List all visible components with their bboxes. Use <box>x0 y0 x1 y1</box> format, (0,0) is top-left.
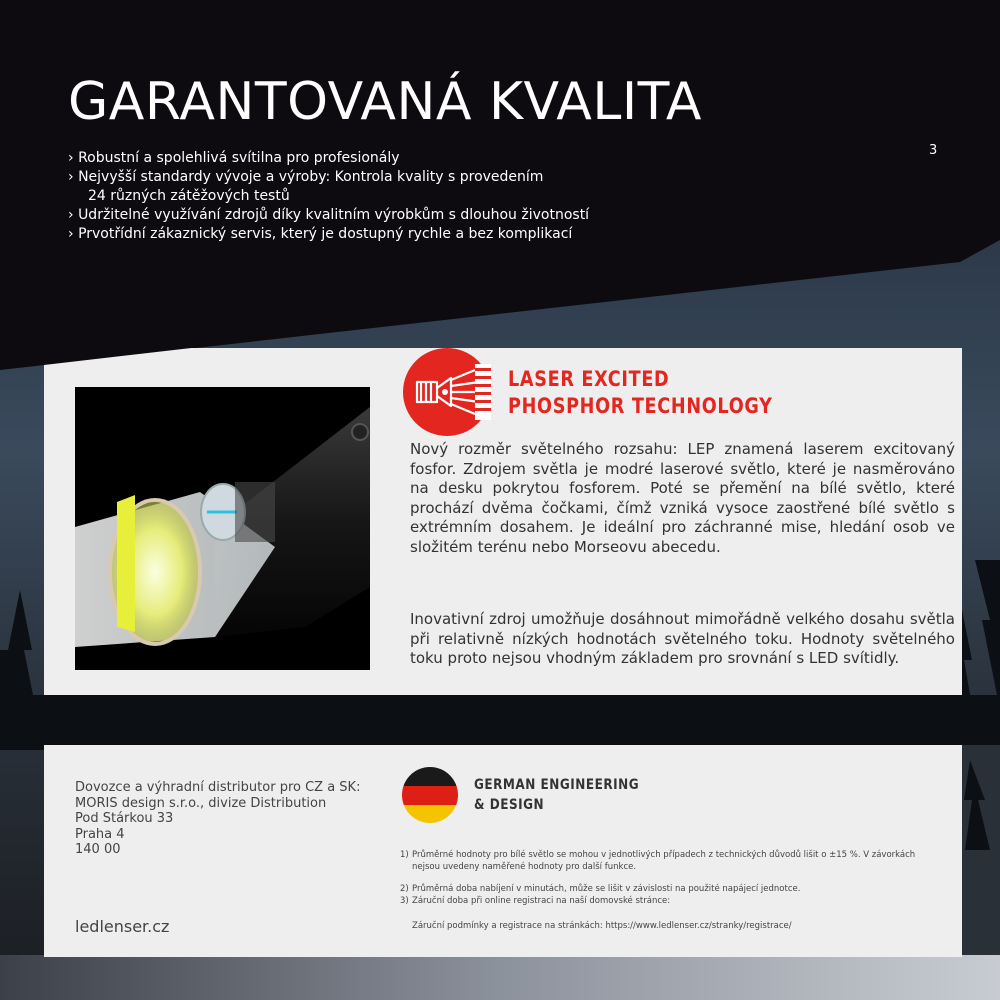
bullet-marker: › <box>68 150 74 166</box>
bullet-item: › Prvotřídní zákaznický servis, který je dostupný rychle a bez komplikací <box>68 226 573 242</box>
page-title: GARANTOVANÁ KVALITA <box>68 72 702 132</box>
lep-description: Nový rozměr světelného rozsahu: LEP znamená laserem excitovaný fosfor. Zdrojem světla je modré laserové světlo, které je nasměrováno na desku pokrytou fosforem. Poté se přemění na bílé světlo, které prochází dvěma čočkami, čímž vzniká vysoce zaostřené bílé světlo s extrémním dosahem. Je ideální pro záchranné mise, hledání osob ve složitém terénu nebo Morseovu abecedu. <box>410 440 955 556</box>
quality-bullet-list <box>68 149 628 244</box>
lep-technology-label: LASER EXCITED PHOSPHOR TECHNOLOGY <box>508 367 773 418</box>
bullet-marker: › <box>68 226 74 242</box>
german-engineering-label: GERMAN ENGINEERING & DESIGN <box>474 777 640 813</box>
page-number: 3 <box>929 143 938 158</box>
footnotes <box>400 850 940 907</box>
footnote-item: 1) Průměrné hodnoty pro bílé světlo se mohou v jednotlivých případech z technických důvodů lišit o ±15 %. V závorkách nejsou uvedeny naměřené hodnoty pro další funkce. <box>400 850 916 872</box>
bullet-continuation: 24 různých zátěžových testů <box>88 188 290 204</box>
lep-description-secondary: Inovativní zdroj umožňuje dosáhnout mimořádně velkého dosahu světla při relativně nízkých hodnotách světelného toku. Hodnoty světelného toku proto nejsou vhodným základem pro srovnání s LED svítidly. <box>410 610 955 667</box>
bullet-item: › Nejvyšší standardy vývoje a výroby: Kontrola kvality s provedením 24 různých zátěžových testů <box>68 168 628 206</box>
distributor-address: Dovozce a výhradní distributor pro CZ a SK: MORIS design s.r.o., divize Distribution Pod Stárkou 33 Praha 4 140 00 <box>75 780 361 857</box>
warranty-terms-link[interactable]: Záruční podmínky a registrace na stránkách: https://www.ledlenser.cz/stranky/registrace/ <box>412 921 792 931</box>
bullet-marker: › <box>68 207 74 223</box>
bullet-marker: › <box>68 169 74 185</box>
website-link[interactable]: ledlenser.cz <box>75 917 170 936</box>
flashlight-cutaway-image <box>75 387 370 670</box>
laser-beam-icon <box>403 348 491 436</box>
bullet-item: › Udržitelné využívání zdrojů díky kvalitním výrobkům s dlouhou životností <box>68 207 590 223</box>
footnote-item: 3) Záruční doba při online registraci na naší domovské stránce: <box>400 895 671 906</box>
german-flag-icon <box>402 767 458 823</box>
bullet-item: › Robustní a spolehlivá svítilna pro profesionály <box>68 150 400 166</box>
footnote-spacer <box>400 873 940 884</box>
footnote-item: 2) Průměrná doba nabíjení v minutách, může se lišit v závislosti na použité napájecí jednotce. <box>400 884 801 894</box>
